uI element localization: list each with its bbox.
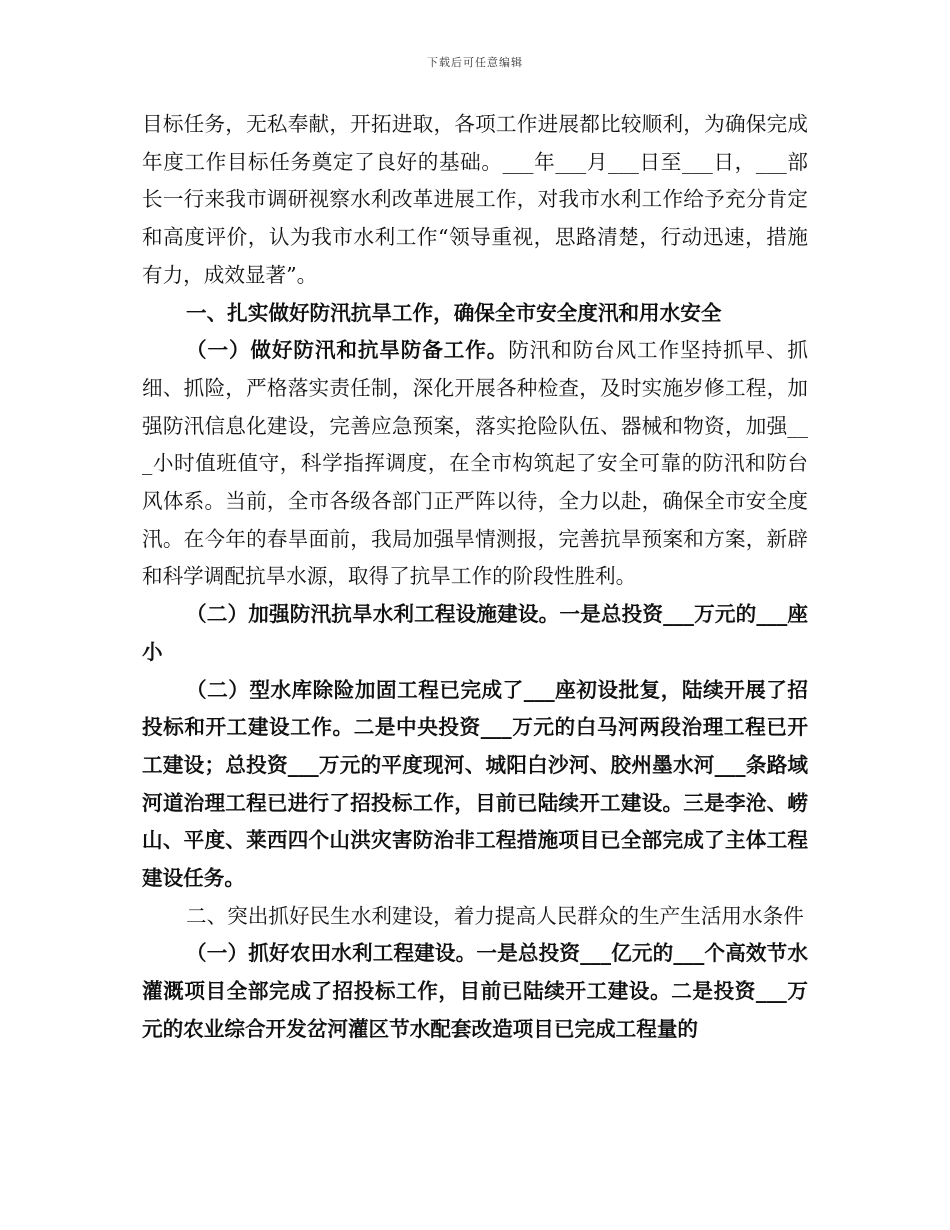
paragraph-facility-construction: （二）加强防汛抗旱水利工程设施建设。一是总投资___万元的___座小 xyxy=(142,602,808,664)
paragraph-farmland-irrigation: （一）抓好农田水利工程建设。一是总投资___亿元的___个高效节水灌溉项目全部完成了招投标工作，目前已陆续开工建设。二是投资___万元的农业综合开发岔河灌区节水配套改造项目已完成工程量的 xyxy=(142,941,808,1041)
document-body xyxy=(142,106,808,1049)
paragraph-flood-prep xyxy=(142,332,808,596)
section-heading-1: 一、扎实做好防汛抗旱工作，确保全市安全度汛和用水安全 xyxy=(186,300,722,325)
paragraph-reservoir-reinforcement: （二）型水库除险加固工程已完成了___座初设批复，陆续开展了招投标和开工建设工作。二是中央投资___万元的白马河两段治理工程已开工建设；总投资___万元的平度现河、城阳白沙河、胶州墨水河___条路域河道治理工程已进行了招投标工作，目前已陆续开工建设。三是李沧、崂山、平度、莱西四个山洪灾害防治非工程措施项目已全部完成了主体工程建设任务。 xyxy=(142,677,808,891)
paragraph-flood-prep-text: 防汛和防台风工作坚持抓早、抓细、抓险，严格落实责任制，深化开展各种检查，及时实施岁修工程，加强防汛信息化建设，完善应急预案，落实抢险队伍、器械和物资，加强___小时值班值守，科学指挥调度，在全市构筑起了安全可靠的防汛和防台风体系。当前，全市各级各部门正严阵以待，全力以赴，确保全市安全度汛。在今年的春旱面前，我局加强旱情测报，完善抗旱预案和方案，新辟和科学调配抗旱水源，取得了抗旱工作的阶段性胜利。 xyxy=(142,338,809,589)
subheading-flood-prep: （一）做好防汛和抗旱防备工作。 xyxy=(186,338,509,363)
paragraph-intro: 目标任务，无私奉献，开拓进取，各项工作进展都比较顺利，为确保完成年度工作目标任务奠定了良好的基础。___年___月___日至___日，___部长一行来我市调研视察水利改革进展工作，对我市水利工作给予充分肯定和高度评价，认为我市水利工作“领导重视，思路清楚，行动迅速，措施有力，成效显著”。 xyxy=(142,112,808,287)
section-heading-2: 二、突出抓好民生水利建设，着力提高人民群众的生产生活用水条件 xyxy=(186,903,804,928)
page-header: 下载后可任意编辑 xyxy=(427,56,523,69)
